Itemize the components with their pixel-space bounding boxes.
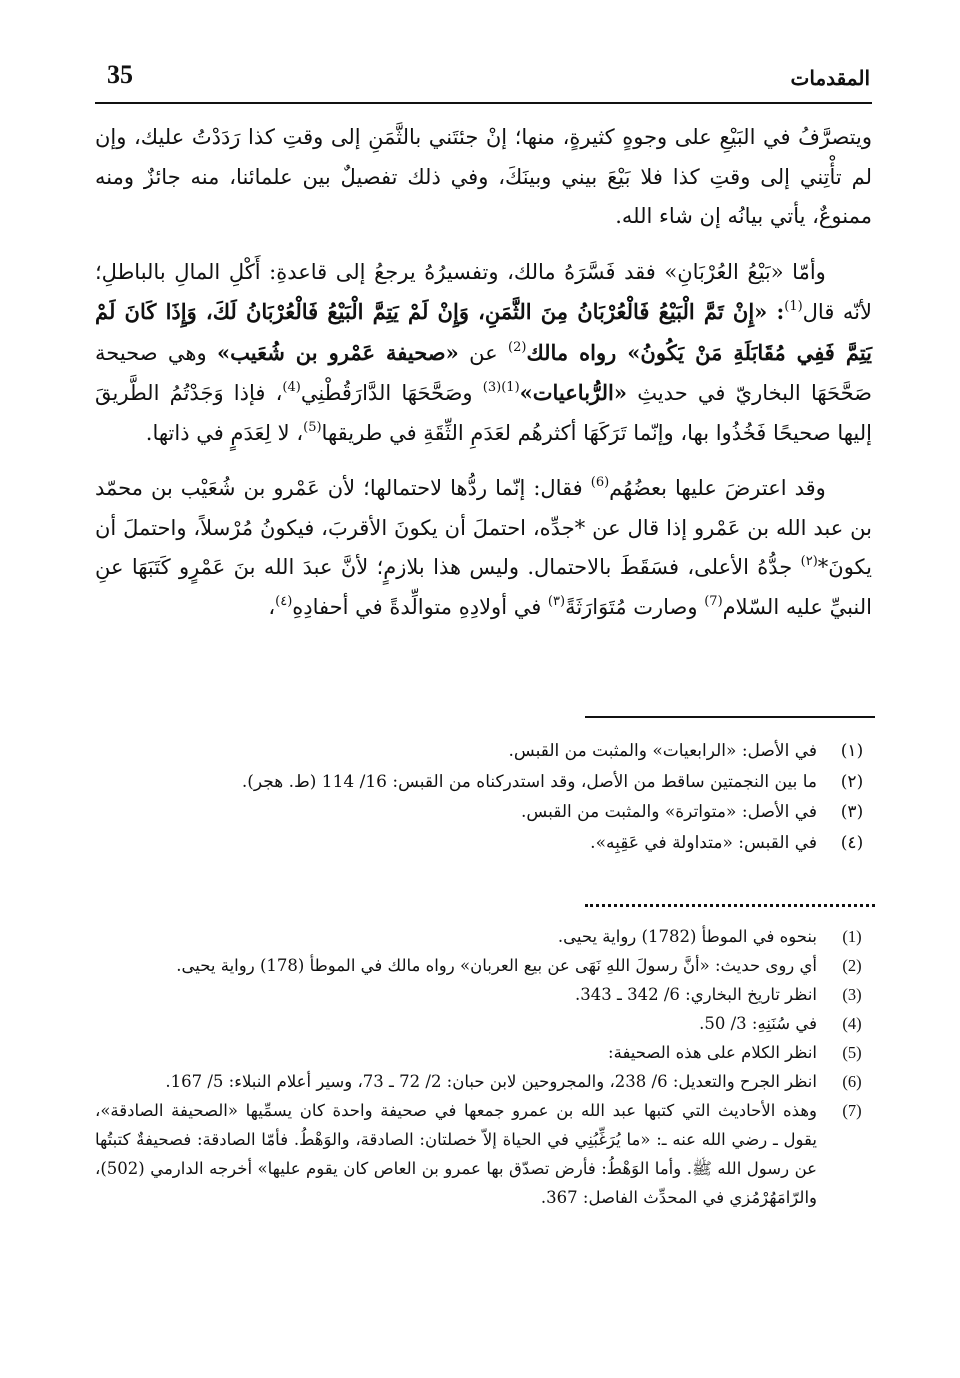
dotted-separator <box>585 904 875 907</box>
paragraph-2 <box>95 253 872 454</box>
source-note-text: انظر الكلام على هذه الصحيفة: <box>608 1043 817 1062</box>
footnote-ref-6: (6) <box>590 475 610 490</box>
paragraph-3-text-d: وصارت مُتَوَارَثَةً <box>565 594 705 619</box>
paragraph-2-bold-sahifa: «صحيفة عَمْرو بن شُعَيب» <box>216 339 459 365</box>
footnote-ref-7: (7) <box>704 593 723 609</box>
footnote-ref-3: (1)(3) <box>482 380 520 395</box>
source-note-number: (5) <box>842 1043 862 1062</box>
editor-note <box>95 736 872 767</box>
editor-note-text: في الأصل: «الرابعيات» والمثبت من القبس. <box>508 741 817 761</box>
main-text <box>95 118 872 643</box>
source-note-text: بنحوه في الموطأ (1782) رواية يحيى. <box>557 927 817 946</box>
source-note <box>95 1009 872 1038</box>
footnote-ref-1: (1) <box>784 299 803 314</box>
source-note-number: (7) <box>842 1101 862 1120</box>
editor-note-ref-4: (٤) <box>275 593 293 609</box>
paragraph-2-text-g: ، لا لِعَدَمٍ في ذاتها. <box>145 420 304 445</box>
paragraph-1 <box>95 118 872 237</box>
editor-note <box>95 767 872 798</box>
source-note-text: انظر الجرح والتعديل: 6/ 238، والمجروحين لابن حبان: 2/ 72 ـ 73، وسير أعلام النبلاء: 5/ 167. <box>165 1072 817 1091</box>
paragraph-2-text-e: وصَحَّحَهَا الدَّارَقُطْنِي <box>300 381 483 405</box>
editor-note-number: (١) <box>840 741 864 761</box>
source-note-number: (1) <box>842 927 862 946</box>
source-notes <box>95 922 872 1212</box>
source-note <box>95 951 872 980</box>
source-note-number: (4) <box>842 1014 862 1033</box>
running-title: المقدمات <box>790 66 870 90</box>
editor-note-text: ما بين النجمتين ساقط من الأصل، وقد استدركناه من القبس: 16/ 114 (ط. هجر). <box>241 771 817 792</box>
editor-note-number: (٢) <box>840 771 864 792</box>
page-header <box>95 58 870 102</box>
source-note-number: (3) <box>842 985 862 1004</box>
source-note <box>95 1038 872 1067</box>
paragraph-2-text-d: وهي صحيحة صَحَّحَهَا البخاريّ في حديثِ <box>95 340 872 405</box>
paragraph-3-text-c: جدُّهُ الأعلى، فسَقَطَ بالاحتمال. وليس هذا بلازمٍ؛ لأنَّ عبدَ الله بنَ عَمْرٍو كَتَبَهَا عنِ النبيِّ عليه السّلام <box>95 555 872 619</box>
paragraph-3-text-f: ، <box>268 594 276 619</box>
source-note-text: في سُنَنِهِ: 3/ 50. <box>699 1014 817 1033</box>
editor-note-text: في الأصل: «متواترة» والمثبت من القبس. <box>521 802 817 822</box>
paragraph-3-text-e: في أولادِهِ متوالِّدةً في أحفادِهِ <box>292 594 548 619</box>
source-note-text: انظر تاريخ البخاري: 6/ 342 ـ 343. <box>575 985 817 1004</box>
paragraph-1-text: ويتصرَّفُ في البَيْعِ على وجوهٍ كثيرةٍ، منها؛ إنْ جئتَني بالثَّمَنِ إلى وقتِ كذا رَدَدْتُ عليك، وإن لم تأْتِني إلى وقتِ كذا فلا بَيْعَ بيني وبينَكَ، وفي ذلك تفصيلٌ بين علمائنا، منه جائزٌ ومنه ممنوعٌ، يأتي بيانُه إن شاء الله. <box>95 125 872 228</box>
editor-note-ref-3: (٣) <box>547 593 566 609</box>
editor-note <box>95 828 872 859</box>
source-note-number: (2) <box>842 956 862 975</box>
editor-note <box>95 797 872 828</box>
footnote-ref-5: (5) <box>303 419 322 435</box>
editor-note-text: في القبس: «متداولة في عَقِبِه». <box>590 832 817 853</box>
footnote-ref-4: (4) <box>282 380 301 395</box>
paragraph-2-quote: : «إِنْ تَمَّ الْبَيْعُ فَالْعُرْبَانُ مِنَ الثَّمَنِ، وَإِنْ لَمْ يَتِمَّ الْبَيْعُ فَالْعُرْبَانُ لَكَ، وَإِذَا كَانَ لَمْ يَتِمَّ فَفِي مُقَابَلَةِ مَنْ يَكُونُ» رواه مالك <box>95 299 873 365</box>
paragraph-2-bold-rubaiyat: «الرُّباعيات» <box>519 380 627 405</box>
source-note-text: أي روى حديث: «أنَّ رسولَ اللهِ نَهَى عن بيع العربان» رواه مالك في الموطأ (178) رواية يحيى. <box>176 956 817 975</box>
source-note <box>95 980 872 1009</box>
paragraph-3-text-b: فقال: إنّما ردُّها لاحتمالها؛ لأن عَمْرو بن شُعَيْب بن محمّد بن عبد الله بن عَمْرو إذا قال عن *جدِّه، احتملَ أن يكونَ الأقربَ، فيكونُ مُرْسلاً، واحتملَ أن يكونَ* <box>95 476 872 579</box>
editor-notes <box>95 736 872 858</box>
source-note <box>95 922 872 951</box>
source-note <box>95 1096 872 1212</box>
source-note-text: وهذه الأحاديث التي كتبها عبد الله بن عمرو جمعها في صحيفة واحدة كان يسمِّيها «الصحيفة الصادقة»، يقول ـ رضي الله عنه ـ: «ما يُرَغِّبُنِي في الحياة إلاّ خصلتان: الصادقة، والوَهْطُ. فأمّا الصادقة: فصحيفةٌ كتبتُها عن رسول الله ﷺ. وأما الوَهْطُ: فأرض تصدّق بها عمرو بن العاص كان يقوم عليها» أخرجه الدارمي (502)، والرّامَهُرْمُزي في المحدِّث الفاصل: 367. <box>95 1101 817 1207</box>
source-note <box>95 1067 872 1096</box>
page-number: 35 <box>107 60 133 89</box>
source-note-number: (6) <box>842 1072 862 1091</box>
paragraph-2-text-a: وأمّا «بَيْعُ العُرْبَانِ» فقد فَسَّرَهُ مالك، وتفسيرُهُ يرجعُ إلى قاعدةِ: أَكْلِ المالِ بالباطلِ؛ لأنّه قال <box>95 259 872 324</box>
paragraph-3-text-a: وقد اعترضَ عليها بعضُهُم <box>609 476 826 500</box>
footnote-separator <box>585 716 875 718</box>
editor-note-number: (٣) <box>840 802 864 822</box>
paragraph-2-text-f: ، فإذا وَجَدْتُمُ الطَّريقَ إليها صحيحًا فَخُذُوا بها، وإنّما تَرَكَهَا أكثرهُم لعَدَمِ الثِّقَةِ في طريقها <box>95 381 872 445</box>
paragraph-3 <box>95 469 872 627</box>
header-rule <box>95 102 872 104</box>
paragraph-2-text-c: عن <box>458 340 508 365</box>
footnote-ref-2: (2) <box>508 339 527 355</box>
editor-note-ref-2: (٢) <box>800 554 818 569</box>
editor-note-number: (٤) <box>840 832 864 853</box>
